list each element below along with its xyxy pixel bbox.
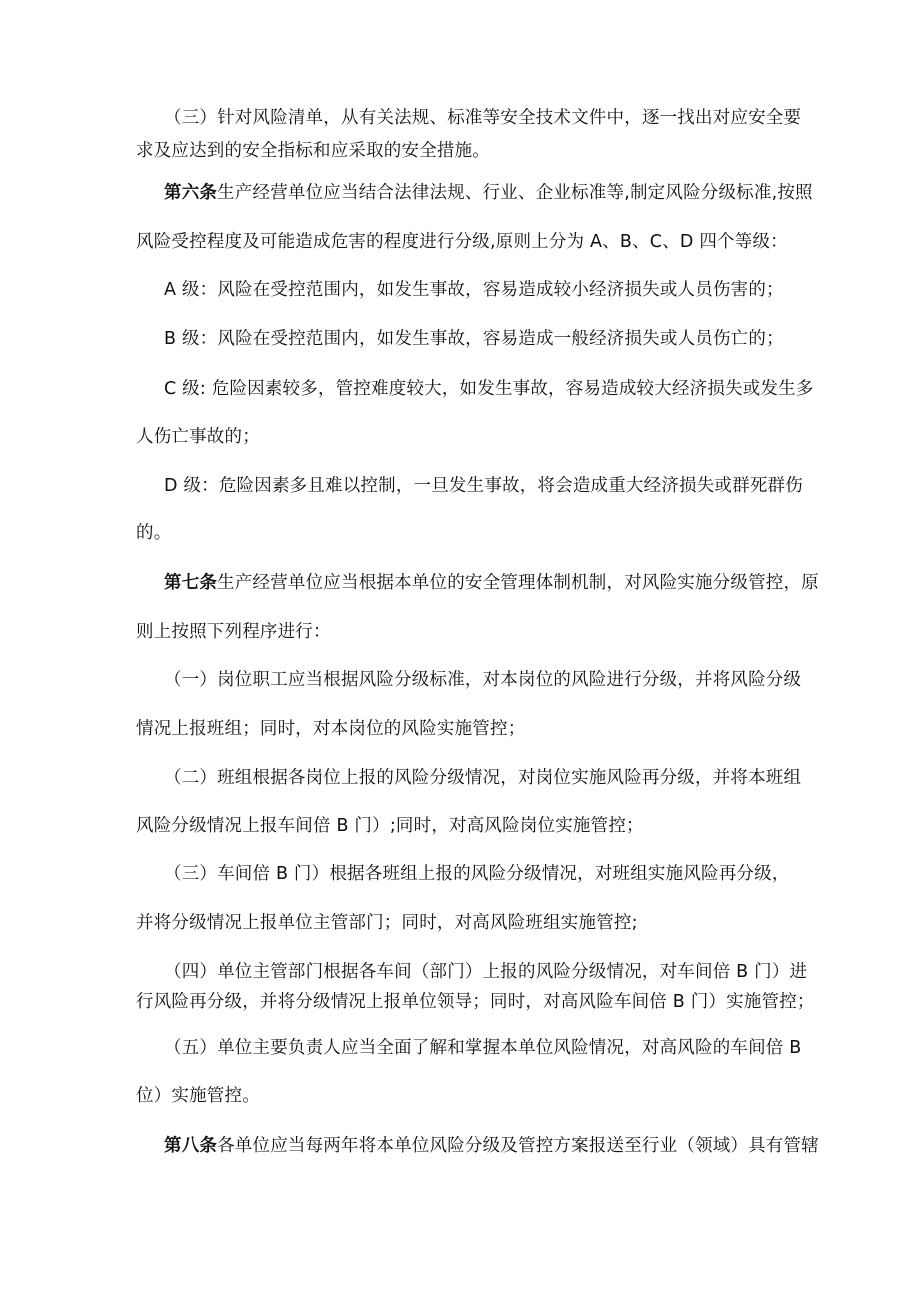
item3-intro-line2: 求及应达到的安全指标和应采取的安全措施。 [136, 141, 490, 161]
article7-item5-line2: 位）实施管控。 [136, 1086, 260, 1106]
article6-text1: 生产经营单位应当结合法律法规、行业、企业标准等,制定风险分级标准,按照 [217, 183, 813, 203]
level-b: B 级：风险在受控范围内，如发生事故，容易造成一般经济损失或人员伤亡的； [164, 329, 784, 349]
item3-intro-line1: （三）针对风险清单，从有关法规、标准等安全技术文件中，逐一找出对应安全要 [164, 108, 802, 128]
article7-item2-line1: （二）班组根据各岗位上报的风险分级情况，对岗位实施风险再分级，并将本班组 [164, 768, 802, 788]
article6-title: 第六条 [164, 183, 218, 203]
article7-text1: 生产经营单位应当根据本单位的安全管理体制机制，对风险实施分级管控，原 [217, 573, 819, 593]
level-c-line1: C 级: 危险因素较多，管控难度较大，如发生事故，容易造成较大经济损失或发生多 [164, 379, 814, 399]
article7-title: 第七条 [164, 573, 218, 593]
article7-line2: 则上按照下列程序进行： [136, 622, 331, 642]
article8-line1 [164, 1134, 819, 1158]
article7-item2-line2: 风险分级情况上报车间倍 B 门）;同时，对高风险岗位实施管控； [136, 816, 644, 836]
level-d-line1: D 级：危险因素多且难以控制，一旦发生事故，将会造成重大经济损失或群死群伤 [164, 476, 803, 496]
article6-line1 [164, 181, 813, 205]
article7-item5-line1: （五）单位主要负责人应当全面了解和掌握本单位风险情况，对高风险的车间倍 B [164, 1038, 802, 1058]
article7-item3-line2: 并将分级情况上报单位主管部门；同时，对高风险班组实施管控; [136, 913, 638, 933]
article7-item4-line2: 行风险再分级，并将分级情况上报单位领导；同时，对高风险车间倍 B 门）实施管控； [136, 992, 815, 1012]
level-c-line2: 人伤亡事故的； [136, 427, 260, 447]
level-d-line2: 的。 [136, 523, 172, 543]
article8-text1: 各单位应当每两年将本单位风险分级及管控方案报送至行业（领域）具有管辖 [217, 1136, 819, 1156]
article7-item3-line1: （三）车间倍 B 门）根据各班组上报的风险分级情况，对班组实施风险再分级， [164, 864, 790, 884]
article7-item1-line1: （一）岗位职工应当根据风险分级标准，对本岗位的风险进行分级，并将风险分级 [164, 670, 802, 690]
article6-line2: 风险受控程度及可能造成危害的程度进行分级,原则上分为 A、B、C、D 四个等级： [136, 232, 788, 252]
level-a: A 级：风险在受控范围内，如发生事故，容易造成较小经济损失或人员伤害的； [164, 280, 784, 300]
article7-item4-line1: （四）单位主管部门根据各车间（部门）上报的风险分级情况，对车间倍 B 门）进 [164, 962, 808, 982]
article7-item1-line2: 情况上报班组；同时，对本岗位的风险实施管控； [136, 719, 526, 739]
article8-title: 第八条 [164, 1136, 218, 1156]
article7-line1 [164, 571, 819, 595]
